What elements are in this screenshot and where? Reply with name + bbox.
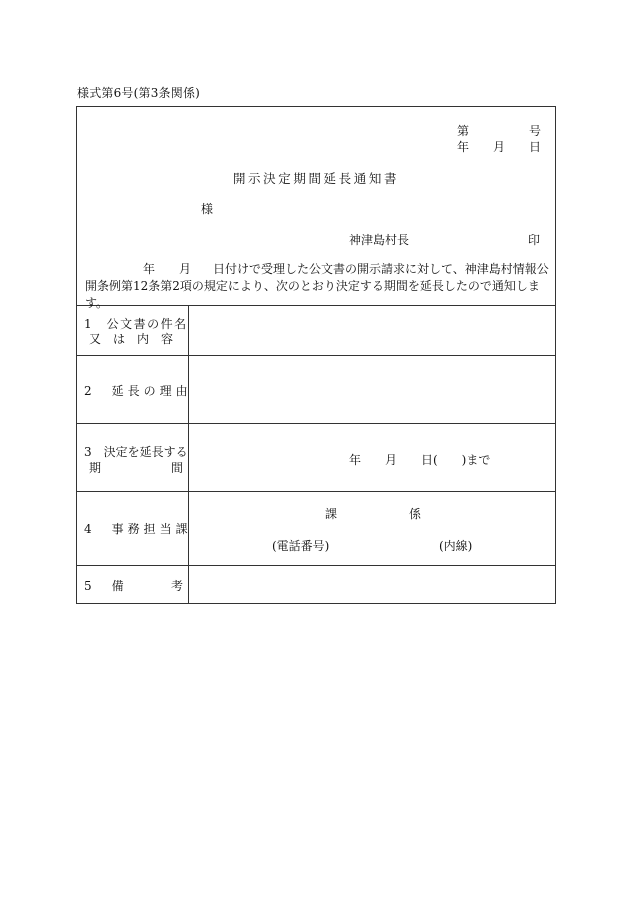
- row-extension-reason: [77, 355, 555, 424]
- row-document-name: [77, 305, 555, 356]
- row2-value: [189, 355, 555, 423]
- row1-label-line1: 1 公文書の件名: [84, 317, 188, 331]
- row5-label-right: 考: [171, 579, 184, 593]
- row-extended-period: [77, 423, 555, 492]
- row3-year: 年: [349, 453, 362, 467]
- form-header: [77, 107, 555, 310]
- row3-day-until: 日( )まで: [421, 453, 491, 467]
- row5-value: [189, 565, 555, 603]
- seal-mark: 印: [528, 233, 541, 247]
- issuer-name: 神津島村長: [349, 233, 410, 247]
- row4-phone: (電話番号): [272, 539, 330, 553]
- form-caption: 様式第6号(第3条関係): [77, 86, 201, 100]
- row4-kakari: 係: [409, 507, 422, 521]
- row3-month: 月: [385, 453, 398, 467]
- addressee-sama: 様: [201, 202, 214, 216]
- body-year: 年: [143, 262, 156, 276]
- number-go: 号: [529, 124, 542, 138]
- date-year: 年: [457, 140, 470, 154]
- number-dai: 第: [457, 124, 470, 138]
- notice-form: [76, 106, 556, 604]
- row3-label-line1: 3 決定を延長する: [84, 445, 188, 459]
- row4-extension: (内線): [439, 539, 473, 553]
- row1-label-line2: 又 は 内 容: [89, 332, 174, 346]
- body-line1: 日付けで受理した公文書の開示請求に対して、神津島村情報公: [213, 262, 549, 276]
- date-month: 月: [493, 140, 506, 154]
- row4-label-text: 4 事務担当課: [84, 522, 192, 536]
- row5-label-left: 5 備: [84, 579, 128, 593]
- document-title: 開示決定期間延長通知書: [232, 171, 400, 186]
- row3-label-line2-right: 間: [171, 461, 184, 475]
- row1-label: [77, 305, 189, 355]
- body-month: 月: [179, 262, 192, 276]
- body-line2: 開条例第12条第2項の規定により、次のとおり決定する期間を延長したので通知します。: [85, 279, 540, 310]
- row4-ka: 課: [325, 507, 338, 521]
- row-remarks: [77, 565, 555, 603]
- row2-label-text: 2 延長の理由: [84, 384, 192, 398]
- row2-label: [77, 355, 192, 423]
- row4-value: [189, 491, 555, 565]
- row-responsible-section: [77, 491, 555, 566]
- row3-label-line2-left: 期: [89, 461, 102, 475]
- date-day: 日: [529, 140, 542, 154]
- row5-label: [77, 565, 189, 603]
- row3-label: [77, 423, 189, 491]
- row4-label: [77, 491, 192, 565]
- row1-value: [189, 305, 555, 355]
- row3-value: [189, 423, 555, 491]
